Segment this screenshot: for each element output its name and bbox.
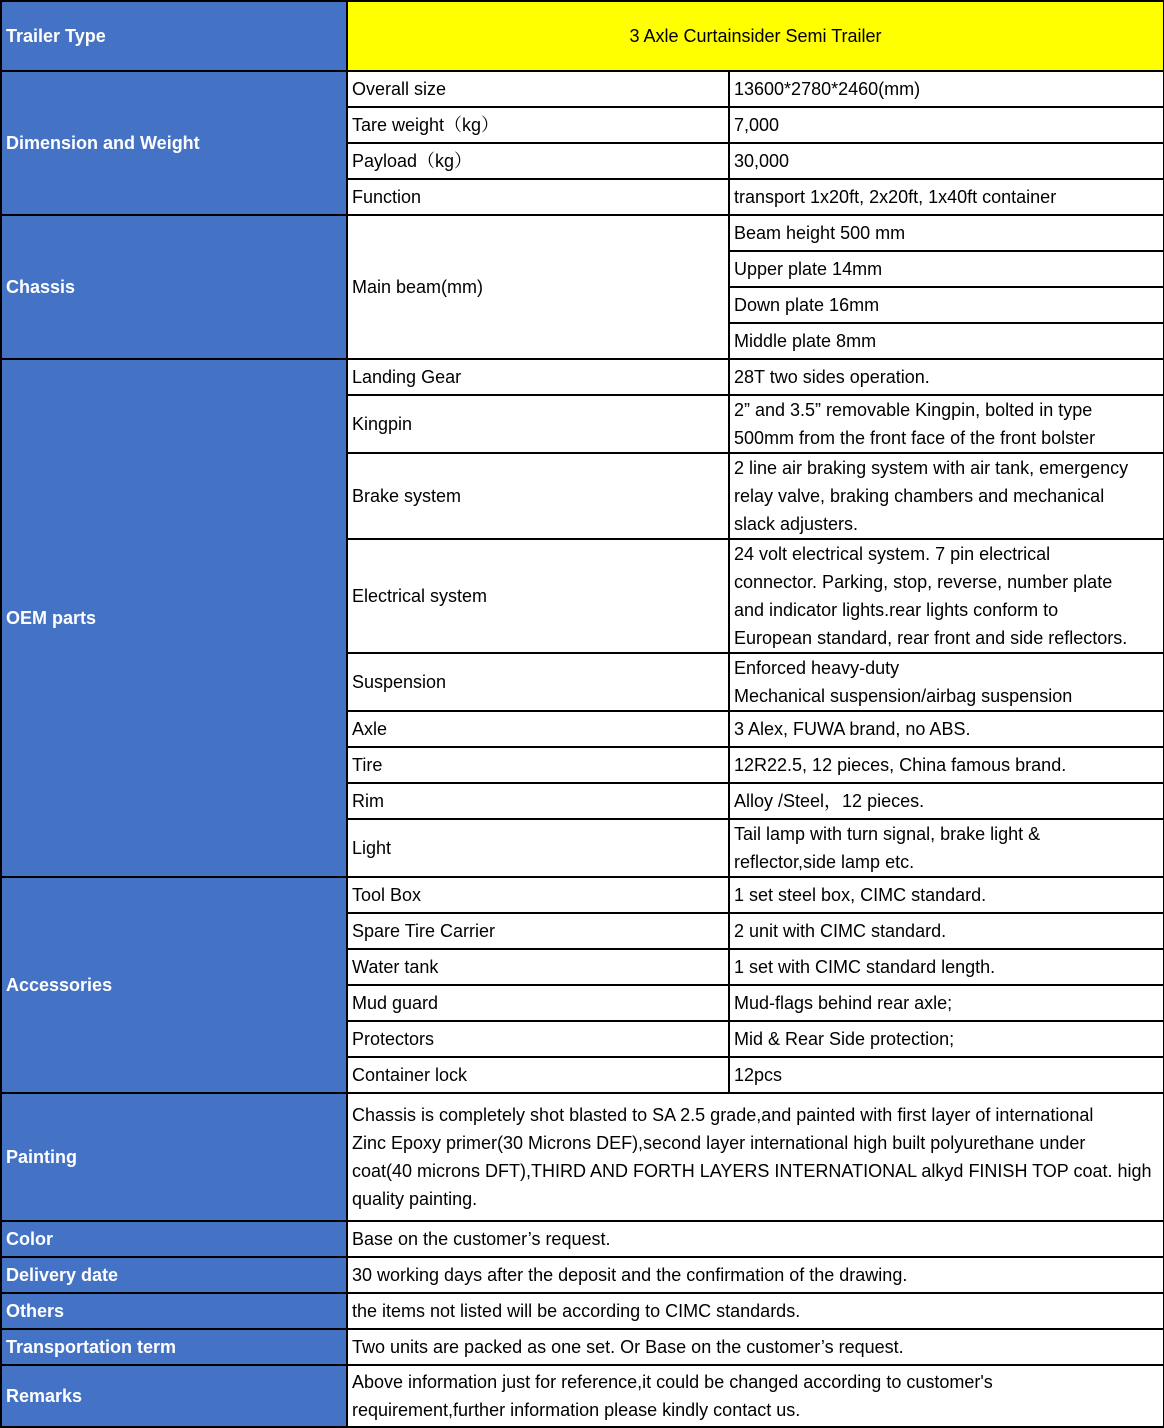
spec-label: Mud guard: [347, 985, 729, 1021]
spec-label: Light: [347, 819, 729, 877]
value-line: coat(40 microns DFT),THIRD AND FORTH LAYERS INTERNATIONAL alkyd FINISH TOP coat. high: [352, 1161, 1152, 1181]
value-line: slack adjusters.: [734, 514, 859, 534]
table-row: [1, 1093, 1164, 1221]
spec-value: Base on the customer’s request.: [347, 1221, 1164, 1257]
category-transportation-term: Transportation term: [1, 1329, 347, 1365]
spec-value: 1 set with CIMC standard length.: [729, 949, 1164, 985]
table-row: [1, 1257, 1164, 1293]
value-line: requirement,further information please kindly contact us.: [352, 1400, 801, 1420]
table-row: [1, 1221, 1164, 1257]
spec-label: Landing Gear: [347, 359, 729, 395]
spec-value: the items not listed will be according to CIMC standards.: [347, 1293, 1164, 1329]
spec-value: [347, 1365, 1164, 1427]
spec-label: Container lock: [347, 1057, 729, 1093]
spec-value: 30 working days after the deposit and the confirmation of the drawing.: [347, 1257, 1164, 1293]
value-line: Alloy /Steel，12 pieces.: [734, 791, 925, 811]
value-line: relay valve, braking chambers and mechanical: [734, 486, 1105, 506]
spec-label: Water tank: [347, 949, 729, 985]
category-others: Others: [1, 1293, 347, 1329]
value-line: quality painting.: [352, 1189, 478, 1209]
spec-value: transport 1x20ft, 2x20ft, 1x40ft container: [729, 179, 1164, 215]
value-line: and indicator lights.rear lights conform to: [734, 600, 1059, 620]
spec-label: Brake system: [347, 453, 729, 539]
category-dimension: Dimension and Weight: [1, 71, 347, 215]
table-row: [1, 1329, 1164, 1365]
spec-value: 7,000: [729, 107, 1164, 143]
value-line: connector. Parking, stop, reverse, number plate: [734, 572, 1113, 592]
spec-value: 1 set steel box, CIMC standard.: [729, 877, 1164, 913]
category-accessories: Accessories: [1, 877, 347, 1093]
spec-value: [729, 539, 1164, 653]
value-line: 3 Alex, FUWA brand, no ABS.: [734, 719, 971, 739]
spec-value: 12pcs: [729, 1057, 1164, 1093]
spec-value: Two units are packed as one set. Or Base on the customer’s request.: [347, 1329, 1164, 1365]
spec-value: [347, 1093, 1164, 1221]
header-row: [1, 1, 1164, 71]
spec-value: Upper plate 14mm: [729, 251, 1164, 287]
value-line: Above information just for reference,it could be changed according to customer's: [352, 1372, 993, 1392]
spec-label: Electrical system: [347, 539, 729, 653]
spec-value: Beam height 500 mm: [729, 215, 1164, 251]
value-line: Chassis is completely shot blasted to SA 2.5 grade,and painted with first layer of international: [352, 1105, 1094, 1125]
trailer-type-label: Trailer Type: [1, 1, 347, 71]
spec-label: Rim: [347, 783, 729, 819]
spec-label: Tire: [347, 747, 729, 783]
spec-label: Overall size: [347, 71, 729, 107]
spec-value: [729, 711, 1164, 747]
spec-value: Middle plate 8mm: [729, 323, 1164, 359]
spec-value: 30,000: [729, 143, 1164, 179]
value-line: 28T two sides operation.: [734, 367, 930, 387]
category-delivery-date: Delivery date: [1, 1257, 347, 1293]
value-line: Tail lamp with turn signal, brake light &: [734, 824, 1041, 844]
spec-label: Axle: [347, 711, 729, 747]
spec-label: Tool Box: [347, 877, 729, 913]
value-line: 2” and 3.5” removable Kingpin, bolted in type: [734, 400, 1093, 420]
value-line: European standard, rear front and side reflectors.: [734, 628, 1128, 648]
spec-value: [729, 783, 1164, 819]
spec-value: [729, 653, 1164, 711]
table-row: [1, 877, 1164, 913]
value-line: Zinc Epoxy primer(30 Microns DEF),second layer international high built polyurethane under: [352, 1133, 1086, 1153]
trailer-title: 3 Axle Curtainsider Semi Trailer: [347, 1, 1164, 71]
spec-value: [729, 453, 1164, 539]
spec-label: Main beam(mm): [347, 215, 729, 359]
table-row: [1, 1293, 1164, 1329]
table-row: [1, 215, 1164, 251]
spec-label: Kingpin: [347, 395, 729, 453]
spec-value: [729, 747, 1164, 783]
spec-label: Tare weight（kg）: [347, 107, 729, 143]
category-color: Color: [1, 1221, 347, 1257]
value-line: 12R22.5, 12 pieces, China famous brand.: [734, 755, 1067, 775]
table-row: [1, 359, 1164, 395]
spec-value: [729, 395, 1164, 453]
category-chassis: Chassis: [1, 215, 347, 359]
value-line: 2 line air braking system with air tank, emergency: [734, 458, 1129, 478]
spec-value: 13600*2780*2460(mm): [729, 71, 1164, 107]
spec-value: Mid & Rear Side protection;: [729, 1021, 1164, 1057]
category-oem-parts: OEM parts: [1, 359, 347, 877]
value-line: reflector,side lamp etc.: [734, 852, 915, 872]
spec-label: Protectors: [347, 1021, 729, 1057]
spec-label: Payload（kg）: [347, 143, 729, 179]
table-row: [1, 71, 1164, 107]
category-painting: Painting: [1, 1093, 347, 1221]
spec-value: 2 unit with CIMC standard.: [729, 913, 1164, 949]
spec-value: Mud-flags behind rear axle;: [729, 985, 1164, 1021]
spec-value: Down plate 16mm: [729, 287, 1164, 323]
value-line: 500mm from the front face of the front bolster: [734, 428, 1096, 448]
table-row: [1, 1365, 1164, 1427]
value-line: Enforced heavy-duty: [734, 658, 900, 678]
category-remarks: Remarks: [1, 1365, 347, 1427]
spec-value: [729, 359, 1164, 395]
spec-label: Spare Tire Carrier: [347, 913, 729, 949]
value-line: Mechanical suspension/airbag suspension: [734, 686, 1073, 706]
spec-label: Suspension: [347, 653, 729, 711]
value-line: 24 volt electrical system. 7 pin electrical: [734, 544, 1051, 564]
spec-value: [729, 819, 1164, 877]
spec-label: Function: [347, 179, 729, 215]
